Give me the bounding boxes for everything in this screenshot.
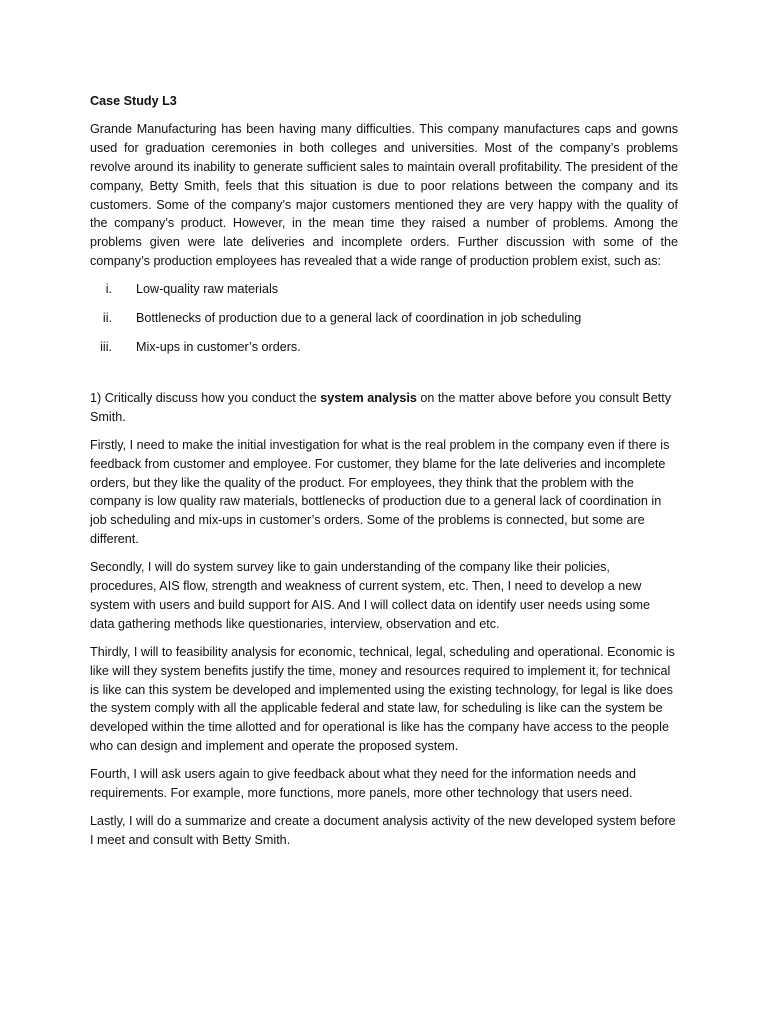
list-item-text: Low-quality raw materials	[136, 282, 279, 297]
question-bold-term: system analysis	[320, 390, 417, 405]
case-intro-paragraph: Grande Manufacturing has been having many difficulties. This company manufactures caps and gowns used for graduation ceremonies in both colleges and universities. Most of the company’s problems revolve around its inability to generate sufficient sales to maintain overall profitability. The president of the company, Betty Smith, feels that this situation is due to poor relations between the company and its customers. Some of the company’s major customers mentioned they are very happy with the quality of the company’s product. However, in the mean time they raised a number of problems. Among the problems given were late deliveries and incomplete orders. Further discussion with some of the company’s production employees has revealed that a wide range of production problem exist, such as:	[90, 121, 678, 269]
list-item-number: iii.	[100, 339, 112, 354]
question-prefix: 1) Critically discuss how you conduct the	[90, 390, 321, 405]
answer-paragraph-second: Secondly, I will do system survey like to gain understanding of the company like their policies, procedures, AIS flow, strength and weakness of current system, etc. Then, I need to develop a new system with users and build support for AIS. And I will collect data on identify user needs using some data gathering methods like questionaries, interview, observation and etc.	[90, 560, 651, 631]
answer-paragraph-first: Firstly, I need to make the initial investigation for what is the real problem in the company even if there is feedback from customer and employee. For customer, they blame for the late deliveries and incomplete orders, but they like the quality of the product. For employees, they think that the problem with the company is low quality raw materials, bottlenecks of production due to a general lack of coordination in job scheduling and mix-ups in customer’s orders. Some of the problems is connected, but some are different.	[90, 437, 670, 547]
list-item-text: Mix-ups in customer’s orders.	[136, 339, 301, 354]
list-item-text: Bottlenecks of production due to a general lack of coordination in job scheduling	[136, 311, 582, 326]
question-suffix: on the matter above before you consult Betty Smith.	[90, 390, 672, 424]
list-item	[90, 309, 678, 328]
document-page	[90, 92, 678, 859]
problem-list	[90, 280, 678, 357]
list-item-number: ii.	[102, 311, 112, 326]
list-item	[90, 280, 678, 299]
list-item-number: i.	[105, 282, 112, 297]
question-paragraph	[90, 389, 678, 427]
case-study-title: Case Study L3	[90, 94, 177, 108]
answer-paragraph-fourth: Fourth, I will ask users again to give feedback about what they need for the information needs and requirements. For example, more functions, more panels, more other technology that users need.	[90, 767, 637, 801]
answer-paragraph-last: Lastly, I will do a summarize and create a document analysis activity of the new developed system before I meet and consult with Betty Smith.	[90, 814, 676, 847]
list-item	[90, 338, 678, 357]
answer-paragraph-third: Thirdly, I will to feasibility analysis for economic, technical, legal, scheduling and operational. Economic is like will they system benefits justify the time, money and resources required to implement it, for technical is like can this system be developed and implemented using the existing technology, for legal is like does the system comply with all the applicable federal and state law, for scheduling is like can the system be developed within the time allotted and for operational is like has the company have access to the people who can design and implement and operate the proposed system.	[90, 644, 675, 754]
